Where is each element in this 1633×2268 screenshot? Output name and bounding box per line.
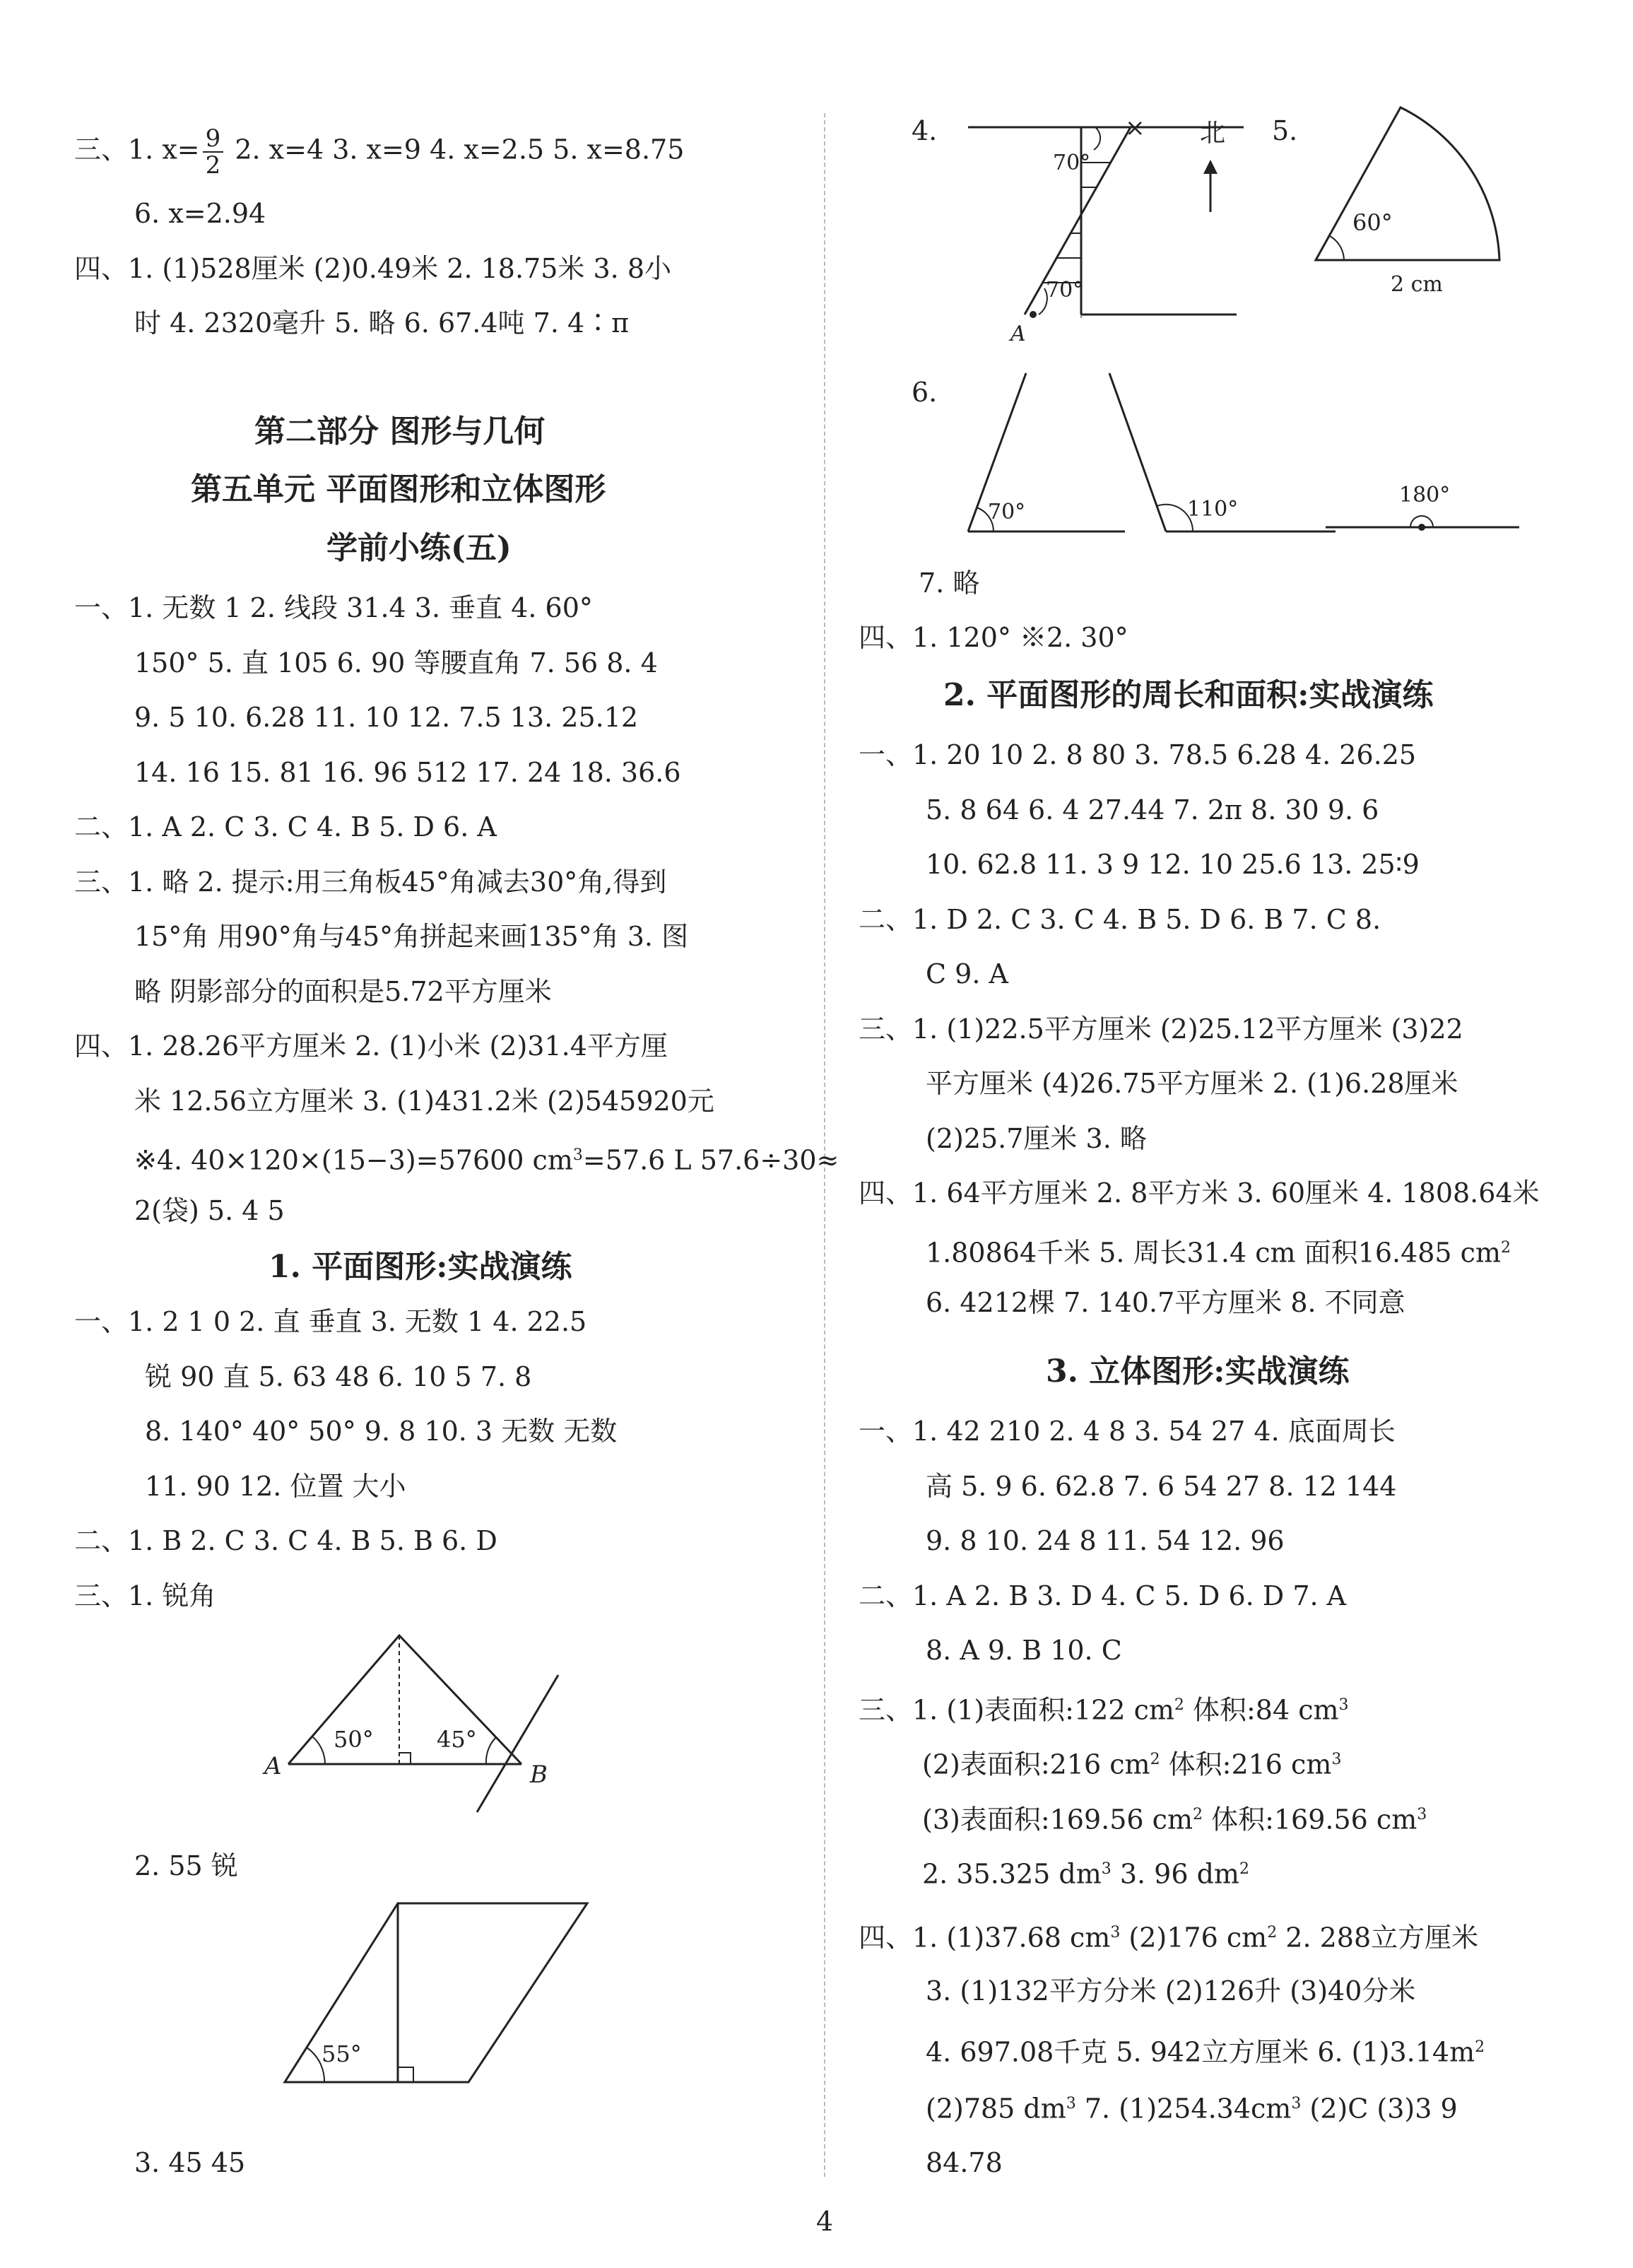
point-label: A	[1010, 322, 1026, 346]
figure-number: 5.	[1272, 115, 1298, 146]
answer-line: 7. 略	[919, 568, 980, 599]
point-label: B	[530, 1761, 548, 1789]
answer-line: 3. (1)132平方分米 (2)126升 (3)40分米	[926, 1975, 1416, 2006]
answer-line: 二、1. A 2. B 3. D 4. C 5. D 6. D 7. A	[859, 1580, 1347, 1611]
answer-line: 10. 62.8 11. 3 9 12. 10 25.6 13. 25∶9	[926, 849, 1420, 880]
answer-line: 1.80864千米 5. 周长31.4 cm 面积16.485 $cm^2$	[926, 1237, 1511, 1269]
answer-line: 一、1. 2 1 0 2. 直 垂直 3. 无数 1 4. 22.5	[74, 1306, 587, 1337]
angle-label: 55°	[322, 2040, 362, 2067]
answer-line: (2)785 $dm^3$ 7. $(1)254.34cm^3$ (2)C (3)3 9	[926, 2093, 1458, 2125]
answer-line: (2)表面积:216 $cm^2$ 体积:216 $cm^3$	[922, 1749, 1342, 1780]
answer-line: 一、1. 20 10 2. 8 80 3. 78.5 6.28 4. 26.25	[859, 739, 1417, 770]
angle-label: 180°	[1399, 483, 1451, 507]
fraction: $\frac{9}{2}$	[203, 126, 224, 178]
angle-label: 70°	[1046, 278, 1084, 302]
part-title: 第二部分 图形与几何	[254, 413, 546, 450]
triangle-figure	[254, 1626, 579, 1816]
answer-line: 2(袋) 5. 4 5	[134, 1195, 285, 1226]
answer-line: 8. A 9. B 10. C	[926, 1635, 1122, 1666]
unit-title: 第五单元 平面图形和立体图形	[191, 471, 606, 507]
answer-line: 84.78	[926, 2147, 1003, 2178]
answer-line: (2)25.7厘米 3. 略	[926, 1123, 1147, 1154]
angle-label: 60°	[1352, 209, 1393, 236]
answer-line: 三、1. (1)表面积:122 $cm^2$ 体积:84 $cm^3$	[859, 1694, 1349, 1726]
answer-line: 9. 5 10. 6.28 11. 10 12. 7.5 13. 25.12	[134, 702, 639, 733]
answer-line: 6. 4212棵 7. 140.7平方厘米 8. 不同意	[926, 1287, 1405, 1318]
answer-line: 四、1. (1)528厘米 (2)0.49米 2. 18.75米 3. 8小	[74, 253, 671, 284]
answer-line: (3)表面积:169.56 $cm^2$ 体积:169.56 $cm^3$	[922, 1804, 1427, 1835]
section-title: 学前小练(五)	[326, 530, 512, 566]
answer-line: ※4. 40×120×(15−3)=57600 $cm^3=57.6$ L 57.6÷30≈	[134, 1144, 839, 1176]
answer-line: 11. 90 12. 位置 大小	[145, 1471, 406, 1502]
parallelogram-figure	[279, 1898, 597, 2088]
north-label: 北	[1200, 119, 1226, 148]
cross-mark: ×	[1125, 114, 1145, 142]
answer-line: 锐 90 直 5. 63 48 6. 10 5 7. 8	[145, 1361, 532, 1392]
sector-figure	[1307, 99, 1512, 311]
angle-label: 70°	[1053, 151, 1091, 175]
angle-label: 45°	[437, 1726, 477, 1753]
answer-line: 三、1. 略 2. 提示:用三角板45°角减去30°角,得到	[74, 866, 667, 898]
answer-line: 3. 45 45	[134, 2147, 246, 2178]
answer-line: 2. 35.325 $dm^3$ 3. 96 $dm^2$	[922, 1858, 1249, 1890]
answer-line: 15°角 用90°角与45°角拼起来画135°角 3. 图	[134, 921, 689, 952]
answer-line: 三、1. 锐角	[74, 1580, 216, 1611]
section-title: 3. 立体图形:实战演练	[1046, 1353, 1350, 1389]
answer-line: 三、1. x= $\frac{9}{2}$ 2. x=4 3. x=9 4. x=2.5 5. x=8.75	[74, 124, 685, 180]
answer-line: 四、1. 120° ※2. 30°	[859, 622, 1128, 653]
answer-line: 5. 8 64 6. 4 27.44 7. 2π 8. 30 9. 6	[926, 794, 1379, 825]
answer-line: 三、1. (1)22.5平方厘米 (2)25.12平方厘米 (3)22	[859, 1013, 1463, 1045]
answer-line: 时 4. 2320毫升 5. 略 6. 67.4吨 7. 4∶π	[134, 307, 630, 339]
answer-line: 高 5. 9 6. 62.8 7. 6 54 27 8. 12 144	[926, 1471, 1397, 1502]
answer-line: 2. 55 锐	[134, 1850, 238, 1881]
angles-figure	[961, 368, 1526, 537]
answer-line: 4. 697.08千克 5. 942立方厘米 6. $(1)3.14m^2$	[926, 2036, 1485, 2068]
answer-line: 略 阴影部分的面积是5.72平方厘米	[134, 976, 552, 1007]
point-label: A	[264, 1752, 282, 1780]
answer-line: 150° 5. 直 105 6. 90 等腰直角 7. 56 8. 4	[134, 647, 658, 678]
answer-line: 二、1. B 2. C 3. C 4. B 5. B 6. D	[74, 1525, 497, 1556]
length-label: 2 cm	[1391, 272, 1443, 297]
answer-line: C 9. A	[926, 958, 1008, 989]
figure-number: 6.	[912, 377, 938, 408]
page-number: 4	[816, 2206, 834, 2237]
answer-line: 9. 8 10. 24 8 11. 54 12. 96	[926, 1525, 1285, 1556]
answer-line: 8. 140° 40° 50° 9. 8 10. 3 无数 无数	[145, 1416, 618, 1447]
answer-line: 四、1. (1)37.68 $cm^3$ (2)176 $cm^2$ 2. 288立方厘米	[859, 1922, 1479, 1953]
answer-line: 14. 16 15. 81 16. 96 512 17. 24 18. 36.6	[134, 757, 681, 788]
answer-line: 6. x=2.94	[134, 198, 266, 229]
ladder-direction-figure	[968, 106, 1251, 346]
answer-line: 米 12.56立方厘米 3. (1)431.2米 (2)545920元	[134, 1086, 714, 1117]
figure-number: 4.	[912, 115, 938, 146]
answer-line: 二、1. D 2. C 3. C 4. B 5. D 6. B 7. C 8.	[859, 904, 1381, 935]
answer-line: 一、1. 无数 1 2. 线段 31.4 3. 垂直 4. 60°	[74, 592, 593, 623]
answer-line: 二、1. A 2. C 3. C 4. B 5. D 6. A	[74, 811, 497, 842]
angle-label: 70°	[988, 500, 1026, 524]
angle-label: 110°	[1187, 497, 1239, 522]
answer-line: 一、1. 42 210 2. 4 8 3. 54 27 4. 底面周长	[859, 1416, 1396, 1447]
angle-label: 50°	[334, 1726, 374, 1753]
answer-line: 平方厘米 (4)26.75平方厘米 2. (1)6.28厘米	[926, 1068, 1458, 1099]
answer-line: 四、1. 64平方厘米 2. 8平方米 3. 60厘米 4. 1808.64米	[859, 1177, 1540, 1209]
section-title: 2. 平面图形的周长和面积:实战演练	[943, 677, 1434, 713]
answer-line: 四、1. 28.26平方厘米 2. (1)小米 (2)31.4平方厘	[74, 1030, 668, 1062]
section-title: 1. 平面图形:实战演练	[269, 1249, 572, 1285]
